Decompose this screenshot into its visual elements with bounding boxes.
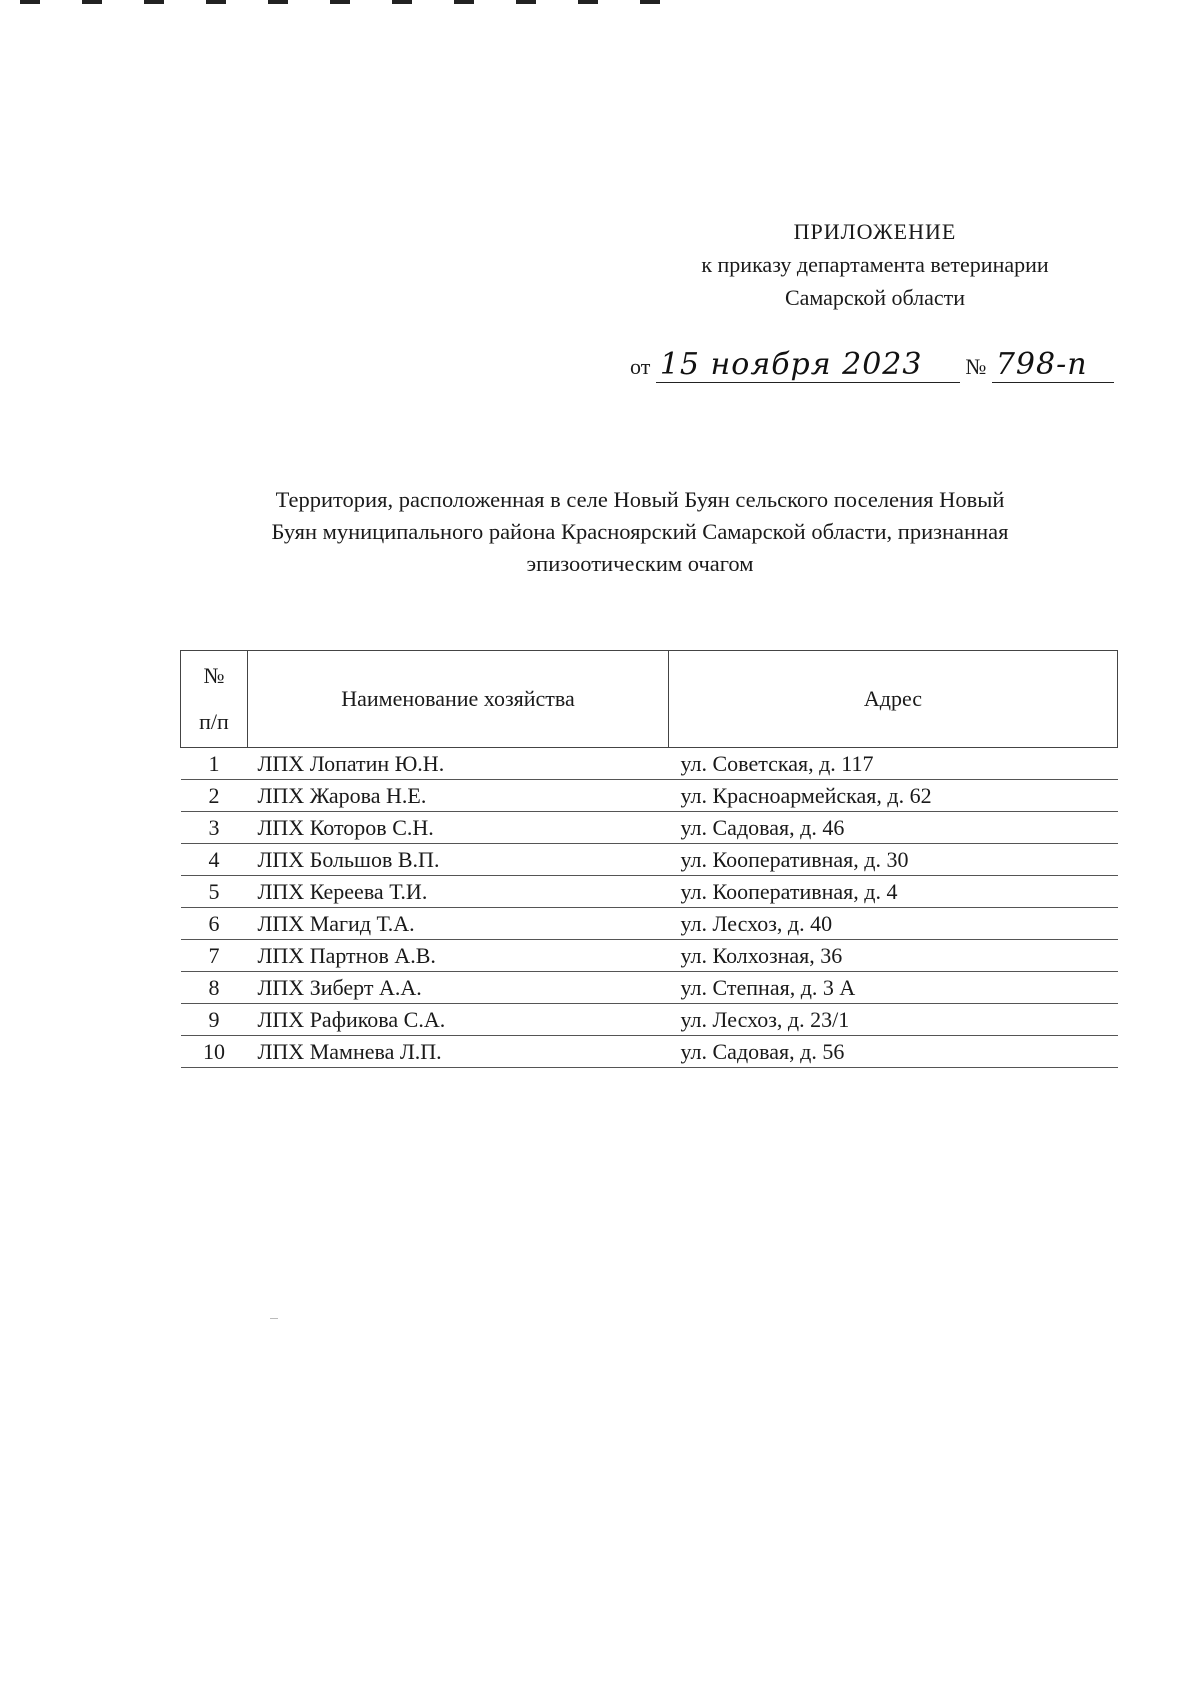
table-row: [181, 1004, 1118, 1036]
farm-address: ул. Кооперативная, д. 30: [669, 844, 1118, 876]
farm-name: ЛПХ Лопатин Ю.Н.: [248, 748, 669, 780]
column-header-farm-name: Наименование хозяйства: [248, 651, 669, 748]
farm-address: ул. Кооперативная, д. 4: [669, 876, 1118, 908]
row-number: 6: [181, 908, 248, 940]
heading-line-2: Буян муниципального района Красноярский Самарской области, признанная: [271, 519, 1009, 544]
table-row: [181, 844, 1118, 876]
column-header-number-abbr: п/п: [199, 709, 229, 734]
farm-address: ул. Садовая, д. 46: [669, 812, 1118, 844]
scan-speck: [270, 1318, 278, 1319]
column-header-number-symbol: №: [203, 663, 225, 688]
farm-name: ЛПХ Кереева Т.И.: [248, 876, 669, 908]
farm-name: ЛПХ Зиберт А.А.: [248, 972, 669, 1004]
table-row: [181, 876, 1118, 908]
order-number-handwritten: 798-п: [992, 348, 1114, 383]
table-row: [181, 1036, 1118, 1068]
row-number: 5: [181, 876, 248, 908]
farm-name: ЛПХ Мамнева Л.П.: [248, 1036, 669, 1068]
table-body: [181, 748, 1118, 1068]
order-from-label: от: [630, 354, 651, 379]
farm-address: ул. Степная, д. 3 А: [669, 972, 1118, 1004]
row-number: 8: [181, 972, 248, 1004]
farm-address: ул. Лесхоз, д. 23/1: [669, 1004, 1118, 1036]
farm-name: ЛПХ Которов С.Н.: [248, 812, 669, 844]
appendix-region: Самарской области: [784, 285, 966, 310]
farm-address: ул. Садовая, д. 56: [669, 1036, 1118, 1068]
row-number: 9: [181, 1004, 248, 1036]
row-number: 2: [181, 780, 248, 812]
column-header-address: Адрес: [669, 651, 1118, 748]
farm-name: ЛПХ Рафикова С.А.: [248, 1004, 669, 1036]
table-row: [181, 748, 1118, 780]
farm-address: ул. Красноармейская, д. 62: [669, 780, 1118, 812]
outbreak-farms-table: [180, 650, 1118, 1068]
document-heading: [160, 484, 1120, 580]
order-number-label: №: [965, 354, 987, 379]
scan-edge-dashes: [20, 0, 660, 4]
column-header-number: [181, 651, 248, 748]
order-line: [630, 348, 1150, 383]
table-row: [181, 908, 1118, 940]
farm-name: ЛПХ Жарова Н.Е.: [248, 780, 669, 812]
appendix-block: [640, 215, 1110, 314]
farm-name: ЛПХ Партнов А.В.: [248, 940, 669, 972]
heading-line-3: эпизоотическим очагом: [526, 551, 754, 576]
farm-name: ЛПХ Большов В.П.: [248, 844, 669, 876]
order-date-handwritten: 15 ноября 2023: [656, 348, 960, 383]
table-row: [181, 780, 1118, 812]
row-number: 3: [181, 812, 248, 844]
row-number: 7: [181, 940, 248, 972]
row-number: 1: [181, 748, 248, 780]
table-header-row: [181, 651, 1118, 748]
farm-address: ул. Колхозная, 36: [669, 940, 1118, 972]
table-row: [181, 972, 1118, 1004]
farm-name: ЛПХ Магид Т.А.: [248, 908, 669, 940]
table-row: [181, 940, 1118, 972]
heading-line-1: Территория, расположенная в селе Новый Буян сельского поселения Новый: [275, 487, 1005, 512]
row-number: 4: [181, 844, 248, 876]
appendix-title: ПРИЛОЖЕНИЕ: [793, 219, 957, 244]
table-row: [181, 812, 1118, 844]
row-number: 10: [181, 1036, 248, 1068]
farm-address: ул. Лесхоз, д. 40: [669, 908, 1118, 940]
appendix-reference: к приказу департамента ветеринарии: [701, 252, 1049, 277]
farm-address: ул. Советская, д. 117: [669, 748, 1118, 780]
